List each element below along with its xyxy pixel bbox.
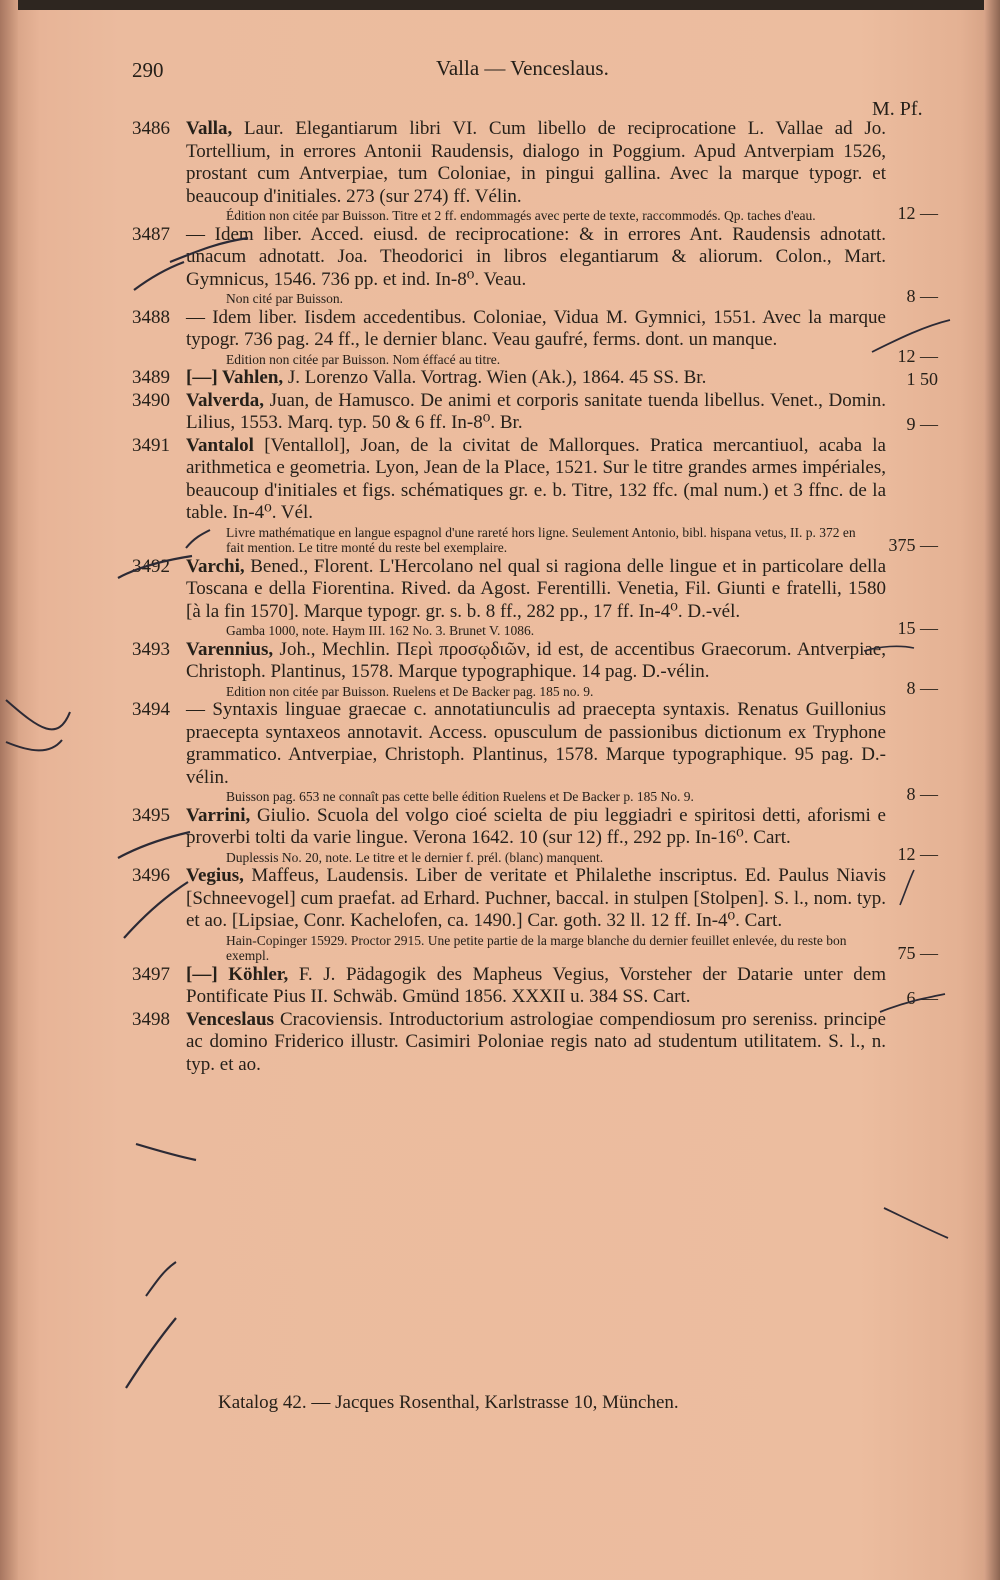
entry-note: Edition non citée par Buisson. Nom éffacé au titre. (226, 351, 501, 367)
entry-number: 3487 (132, 223, 170, 245)
entry-text (186, 307, 886, 352)
catalog-entry (128, 390, 948, 435)
page-footer: Katalog 42. — Jacques Rosenthal, Karlstrasse 10, München. (218, 1392, 679, 1413)
entry-note: Livre mathématique en langue espagnol d'une rareté hors ligne. Seulement Antonio, bibl. hispana vetus, II. p. 372 en fait mention. Le titre monté du reste bel exemplaire. (226, 524, 856, 555)
entry-description: Maffeus, Laudensis. Liber de veritate et Philalethe inscriptus. Ed. Paulus Niavis [Schneevogel] cum praefat. ad Erhard. Puchner, baccal. in stulpen [Stolpen]. S. l., nom. typ. et ao. [Lipsiae, Conr. Kachelofen, ca. 1490.] Car. goth. 32 ll. 12 ff. In-4⁰. Cart. (186, 865, 886, 931)
catalog-entry (128, 435, 948, 556)
entry-description: J. Lorenzo Valla. Vortrag. Wien (Ak.), 1864. 45 SS. Br. (283, 367, 707, 388)
entry-description: Laur. Elegantiarum libri VI. Cum libello de reciprocatione L. Vallae ad Jo. Tortellium, in errores Antonii Raudensis, dialogo in Poggium. Apud Antverpiam 1526, prostant cum Antverpiae, tum Coloniae, in pingui gallina. Avec la marque typogr. et beaucoup d'initiales. 273 (sur 274) ff. Vélin. (186, 118, 886, 207)
entry-text (186, 699, 886, 789)
catalog-entry (128, 699, 948, 805)
catalog-entry (128, 118, 948, 224)
entry-text (186, 1009, 886, 1077)
entry-note: Edition non citée par Buisson. Ruelens et De Backer pag. 185 no. 9. (226, 683, 594, 699)
book-binding-edge (0, 0, 18, 1580)
catalog-entry (128, 1009, 948, 1077)
entry-description: F. J. Pädagogik des Mapheus Vegius, Vorsteher der Datarie unter dem Pontificate Pius II. Schwäb. Gmünd 1856. XXXII u. 384 SS. Cart. (186, 963, 886, 1007)
entry-text (186, 435, 886, 525)
catalog-entry (128, 367, 948, 390)
entry-description: — Idem liber. Acced. eiusd. de reciprocatione: & in errores Ant. Raudensis adnotatt. unacum adnotatt. Joa. Theodorici in libros elegantiarum & aliorum. Colon., Mart. Gymnicus, 1546. 736 pp. et ind. In-8⁰. Veau. (186, 223, 886, 290)
catalog-entry (128, 805, 948, 866)
entry-text (186, 639, 886, 684)
catalog-entry (128, 556, 948, 639)
entry-price: 1 50 (906, 368, 938, 389)
pen-mark-3498 (126, 1318, 176, 1388)
catalog-entry (128, 964, 948, 1009)
entry-note: Buisson pag. 653 ne connaît pas cette belle édition Ruelens et De Backer p. 185 No. 9. (226, 789, 694, 804)
entry-price: 8 — (906, 285, 938, 306)
entry-number: 3496 (132, 865, 170, 886)
scan-top-edge (0, 0, 1000, 10)
entry-text (186, 367, 886, 390)
entry-author: Varennius, (186, 638, 274, 660)
catalog-entry (128, 307, 948, 368)
running-title: Valla — Venceslaus. (436, 56, 609, 80)
entry-price: 75 — (897, 942, 938, 963)
entry-description: — Idem liber. Iisdem accedentibus. Coloniae, Vidua M. Gymnici, 1551. Avec la marque typogr. 736 pag. 24 ff., le dernier blanc. Veau gaufré, ferms. dont. un manque. (186, 306, 886, 350)
entry-description: Giulio. Scuola del volgo cioé scielta de piu leggiadri e spiritosi detti, aforismi e proverbi tolti da varie lingue. Verona 1642. 10 (sur 12) ff., 292 pp. In-16⁰. Cart. (186, 804, 886, 848)
entry-author: [—] Vahlen, (186, 367, 284, 388)
entry-note: Hain-Copinger 15929. Proctor 2915. Une petite partie de la marge blanche du dernier feuillet enlevée, du reste bon exempl. (226, 932, 847, 963)
entry-number: 3494 (132, 699, 170, 720)
entry-price: 12 — (897, 346, 938, 366)
entry-description: Juan, de Hamusco. De animi et corporis sanitate tuenda libellus. Venet., Domin. Lilius, 1553. Marq. typ. 50 & 6 ff. In-8⁰. Br. (186, 389, 886, 433)
page-header (0, 52, 1000, 82)
entry-number: 3498 (132, 1008, 170, 1030)
entry-description: Bened., Florent. L'Hercolano nel qual si ragiona delle lingue et in particolare della Toscana e della Fiorentina. Rived. da Agost. Ferentilli. Venetia, Fil. Giunti e fratelli, 1580 [à la fin 1570]. Marque typogr. gr. s. b. 8 ff., 282 pp., 17 ff. In-4⁰. D.-vél. (186, 555, 886, 622)
entry-text (186, 805, 886, 850)
entry-author: Vegius, (186, 865, 244, 886)
entry-number: 3486 (132, 118, 170, 139)
price-column-heading: M. Pf. (872, 98, 923, 120)
entry-number: 3492 (132, 555, 170, 577)
entry-author: Valverda, (186, 389, 264, 411)
entry-description: [Ventallol], Joan, de la civitat de Mallorques. Pratica mercantiuol, acaba la arithmetica e geometria. Lyon, Jean de la Place, 1521. Sur le titre grandes armes impériales, beaucoup d'initiales et figs. schématiques gr. e. b. Titre, 132 ffc. (mal num.) et 3 ffnc. de la table. In-4⁰. Vél. (186, 434, 886, 523)
pen-mark-3497 (146, 1262, 176, 1296)
entry-number: 3488 (132, 306, 170, 328)
catalog-entry (128, 224, 948, 307)
entry-description: — Syntaxis linguae graecae c. annotatiunculis ad praecepta syntaxis. Renatus Guillonius praecepta syntaxeos annotavit. Access. opusculum de passionibus dictionum ex Tryphone grammatico. Antverpiae, Christoph. Plantinus, 1578. Marque typographique. 95 pag. D.-vélin. (186, 699, 886, 788)
catalog-entry (128, 865, 948, 964)
entry-number: 3493 (132, 638, 170, 660)
catalog-entry (128, 639, 948, 700)
pen-mark-3496 (136, 1144, 196, 1160)
entry-number: 3491 (132, 434, 170, 456)
entry-price: 6 — (906, 987, 938, 1008)
entry-author: Vantalol (186, 434, 254, 456)
entry-description: Joh., Mechlin. Περὶ προσῳδιῶν, id est, de accentibus Graecorum. Antverpiae, Christoph. Plantinus, 1578. Marque typographique. 14 pag. D.-vélin. (186, 638, 886, 682)
entry-description: Cracoviensis. Introductorium astrologiae compendiosum pro sereniss. principe ac domino Friderico illustr. Casimiri Poloniae regis nato ad studentum utilitatem. S. l., n. typ. et ao. (186, 1008, 886, 1075)
entry-text (186, 224, 886, 292)
entry-note: Duplessis No. 20, note. Le titre et le dernier f. prél. (blanc) manquent. (226, 849, 604, 865)
entry-text (186, 865, 886, 933)
entry-price: 12 — (897, 202, 938, 223)
entry-price: 15 — (897, 617, 938, 638)
entry-text (186, 118, 886, 208)
entry-price: 8 — (906, 783, 938, 804)
entry-author: Valla, (186, 118, 233, 139)
entry-number: 3497 (132, 963, 170, 985)
entry-price: 8 — (906, 678, 938, 698)
entry-number: 3489 (132, 367, 170, 388)
entry-text (186, 390, 886, 435)
entry-price: 375 — (888, 534, 938, 555)
pen-mark-3496-price (884, 1208, 948, 1238)
entry-author: Varchi, (186, 555, 245, 577)
entry-text (186, 556, 886, 624)
entry-note: Édition non citée par Buisson. Titre et 2 ff. endommagés avec perte de texte, raccommodés. Qp. taches d'eau. (226, 208, 816, 223)
entry-number: 3495 (132, 804, 170, 826)
entry-note: Gamba 1000, note. Haym III. 162 No. 3. Brunet V. 1086. (226, 623, 535, 638)
page-number: 290 (132, 58, 164, 82)
entry-author: Venceslaus (186, 1008, 274, 1030)
entry-author: Varrini, (186, 804, 251, 826)
page-right-edge (984, 0, 1000, 1580)
entry-note: Non cité par Buisson. (226, 291, 343, 306)
catalog-entries (128, 118, 948, 1076)
entry-text (186, 964, 886, 1009)
entry-price: 12 — (897, 844, 938, 864)
entry-price: 9 — (906, 413, 938, 434)
entry-number: 3490 (132, 389, 170, 411)
entry-author: [—] Köhler, (186, 963, 289, 985)
